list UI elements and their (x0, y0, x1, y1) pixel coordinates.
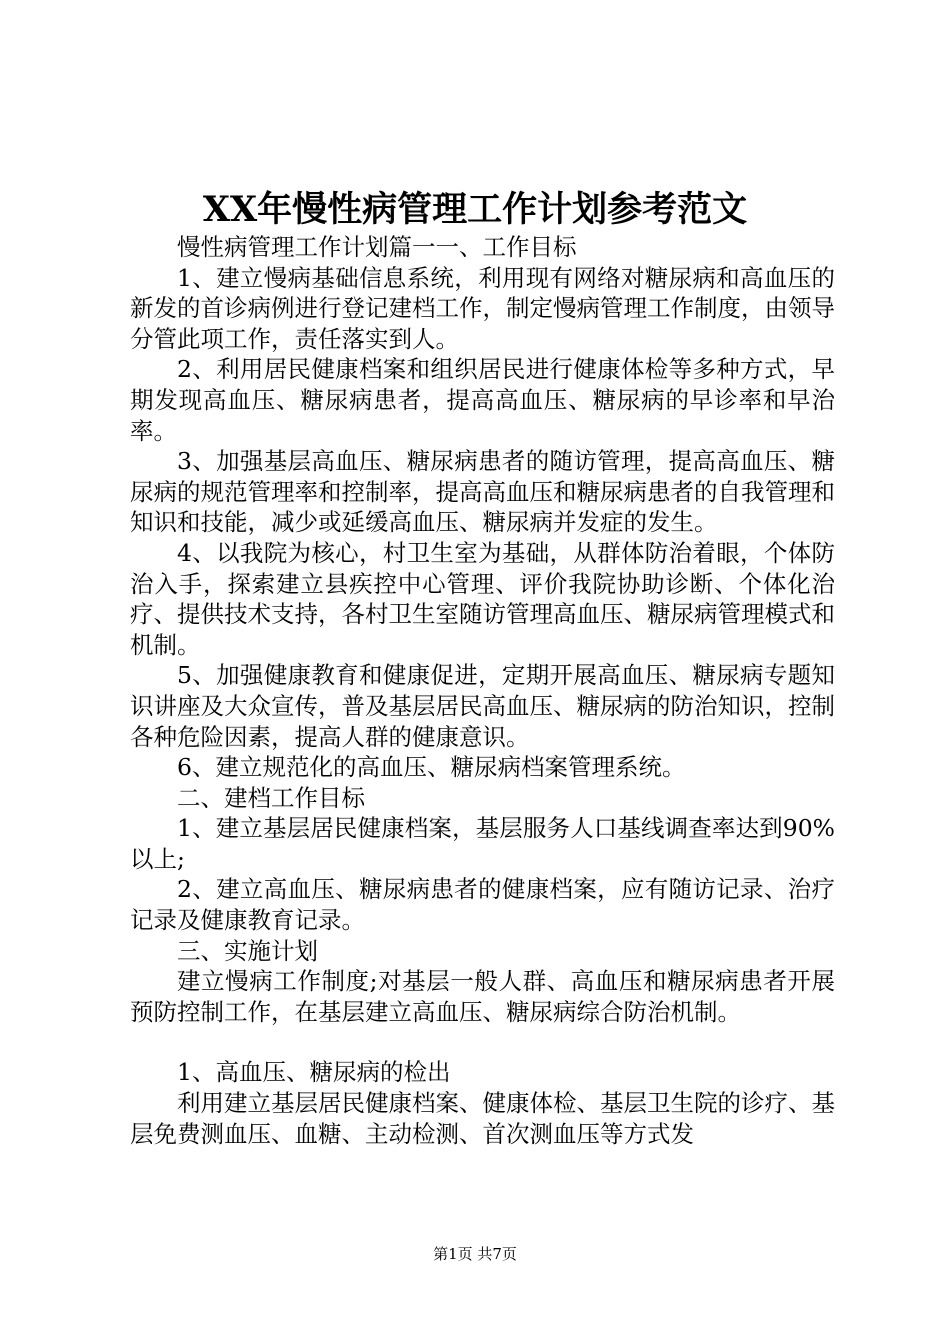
paragraph: 2、利用居民健康档案和组织居民进行健康体检等多种方式，早期发现高血压、糖尿病患者，提高高血压、糖尿病的早诊率和早治率。 (130, 355, 835, 445)
section-heading-2: 二、建档工作目标 (177, 783, 365, 812)
paragraph: 建立慢病工作制度;对基层一般人群、高血压和糖尿病患者开展预防控制工作，在基层建立高血压、糖尿病综合防治机制。 (130, 967, 835, 1026)
document-title: XX年慢性病管理工作计划参考范文 (202, 189, 748, 230)
paragraph: 4、以我院为核心，村卫生室为基础，从群体防治着眼，个体防治入手，探索建立县疾控中心管理、评价我院协助诊断、个体化治疗、提供技术支持，各村卫生室随访管理高血压、糖尿病管理模式和机制。 (130, 538, 835, 659)
section-heading-3: 三、实施计划 (177, 936, 318, 965)
paragraph: 6、建立规范化的高血压、糖尿病档案管理系统。 (177, 753, 686, 782)
paragraph: 5、加强健康教育和健康促进，定期开展高血压、糖尿病专题知识讲座及大众宣传，普及基层居民高血压、糖尿病的防治知识，控制各种危险因素，提高人群的健康意识。 (130, 661, 835, 751)
paragraph: 1、建立慢病基础信息系统，利用现有网络对糖尿病和高血压的新发的首诊病例进行登记建档工作，制定慢病管理工作制度，由领导分管此项工作，责任落实到人。 (130, 263, 835, 353)
page-footer: 第1页 共7页 (433, 1245, 517, 1263)
paragraph: 1、建立基层居民健康档案，基层服务人口基线调查率达到90%以上; (130, 814, 835, 873)
paragraph: 利用建立基层居民健康档案、健康体检、基层卫生院的诊疗、基层免费测血压、血糖、主动检测、首次测血压等方式发 (130, 1089, 835, 1148)
document-body (130, 232, 835, 1149)
subsection-heading: 1、高血压、糖尿病的检出 (177, 1058, 451, 1087)
paragraph: 2、建立高血压、糖尿病患者的健康档案，应有随访记录、治疗记录及健康教育记录。 (130, 875, 835, 935)
paragraph-gap (130, 1027, 835, 1057)
section-heading-1: 慢性病管理工作计划篇一一、工作目标 (177, 233, 577, 261)
paragraph: 3、加强基层高血压、糖尿病患者的随访管理，提高高血压、糖尿病的规范管理率和控制率，提高高血压和糖尿病患者的自我管理和知识和技能，减少或延缓高血压、糖尿病并发症的发生。 (130, 447, 835, 537)
